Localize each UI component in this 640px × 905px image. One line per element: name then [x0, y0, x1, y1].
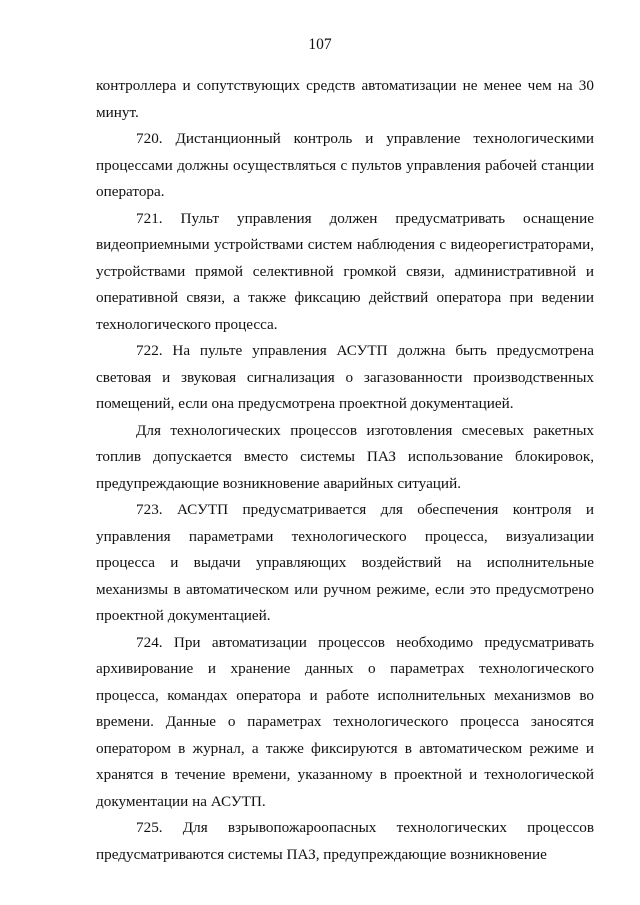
paragraph-725: 725. Для взрывопожароопасных технологических процессов предусматриваются системы ПАЗ, предупреждающие возникновение [96, 819, 594, 863]
paragraph-721: 721. Пульт управления должен предусматривать оснащение видеоприемными устройствами систем наблюдения с видеорегистраторами, устройствами прямой селективной громкой связи, административной и оперативной связи, а также фиксацию действий оператора при ведении технологического процесса. [96, 209, 594, 333]
document-body [96, 73, 594, 868]
paragraph-722: 722. На пульте управления АСУТП должна быть предусмотрена световая и звуковая сигнализация о загазованности производственных помещений, если она предусмотрена проектной документацией. [96, 342, 594, 412]
paragraph-continuation: контроллера и сопутствующих средств автоматизации не менее чем на 30 минут. [96, 77, 594, 121]
page-number: 107 [308, 36, 332, 53]
paragraph-723: 723. АСУТП предусматривается для обеспечения контроля и управления параметрами технологического процесса, визуализации процесса и выдачи управляющих воздействий на исполнительные механизмы в автоматическом или ручном режиме, если это предусмотрено проектной документацией. [96, 501, 594, 624]
paragraph-722-note: Для технологических процессов изготовления смесевых ракетных топлив допускается вместо системы ПАЗ использование блокировок, предупреждающие возникновение аварийных ситуаций. [96, 421, 594, 492]
paragraph-724: 724. При автоматизации процессов необходимо предусматривать архивирование и хранение данных о параметрах технологического процесса, командах оператора и работе исполнительных механизмов во времени. Данные о параметрах технологического процесса заносятся оператором в журнал, а также фиксируются в автоматическом режиме и хранятся в течение времени, указанному в проектной и технологической документации на АСУТП. [96, 633, 594, 810]
paragraph-720: 720. Дистанционный контроль и управление технологическими процессами должны осуществляться с пультов управления рабочей станции оператора. [96, 130, 594, 200]
